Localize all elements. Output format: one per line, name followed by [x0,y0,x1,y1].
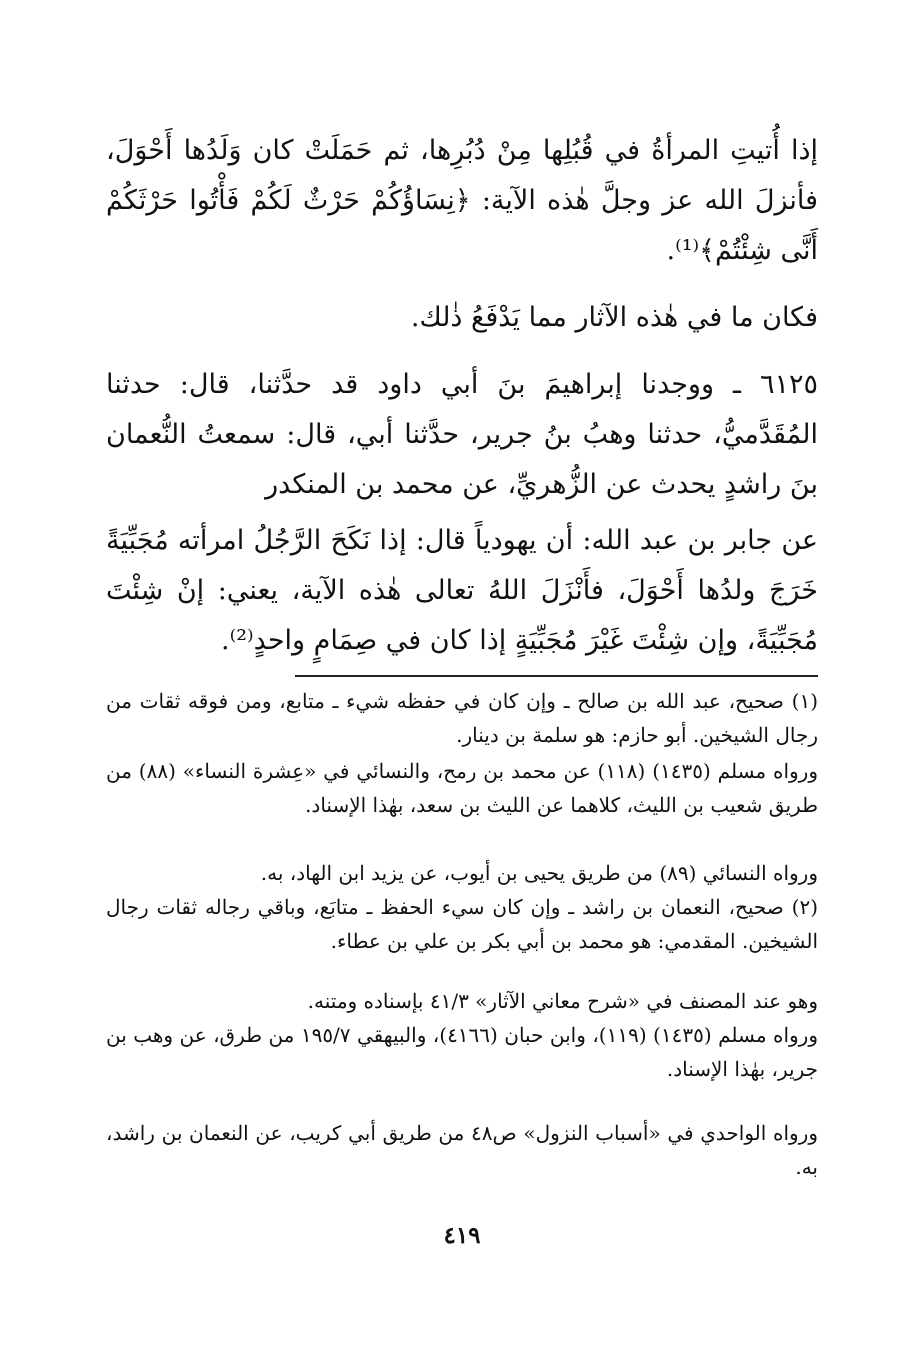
footnote-divider [295,675,818,677]
footnote-1-continuation: ورواه مسلم (١٤٣٥) (١١٨) عن محمد بن رمح، والنسائي في «عِشرة النساء» (٨٨) من طريق شعيب بن الليث، كلاهما عن الليث بن سعد، بهٰذا الإسناد. [106,759,818,817]
footnote-2-continuation: ورواه مسلم (١٤٣٥) (١١٩)، وابن حبان (٤١٦٦)، والبيهقي ١٩٥/٧ من طرق، عن وهب بن جرير، بهٰذا الإسناد. [106,1023,818,1081]
footnote-2-continuation: ورواه الواحدي في «أسباب النزول» ص٤٨ من طريق أبي كريب، عن النعمان بن راشد، به. [106,1121,818,1179]
footnote-2: (٢) صحيح، النعمان بن راشد ـ وإن كان سيء الحفظ ـ متابَع، وباقي رجاله ثقات رجال الشيخين. المقدمي: هو محمد بن أبي بكر بن علي بن عطاء. [106,895,818,953]
paragraph-hadith-continuation: إذا أُتيتِ المرأةُ في قُبُلِها مِنْ دُبُرِها، ثم حَمَلَتْ كان وَلَدُها أَحْوَلَ، فأنزلَ الله عز وجلَّ هٰذه الآية: ﴿نِسَاؤُكُمْ حَرْثٌ لَكُمْ فَأْتُوا حَرْثَكُمْ أَنَّى شِئْتُمْ﴾⁽¹⁾. [106,135,818,266]
paragraph-hadith-6125-isnad: ٦١٢٥ ـ ووجدنا إبراهيمَ بنَ أبي داود قد حدَّثنا، قال: حدثنا المُقَدَّميُّ، حدثنا وهبُ بنُ جرير، حدَّثنا أبي، قال: سمعتُ النُّعمان بنَ راشدٍ يحدث عن الزُّهريِّ، عن محمد بن المنكدر [106,369,818,500]
page-number: ٤١٩ [443,1222,481,1249]
paragraph-hadith-6125-matn: عن جابر بن عبد الله: أن يهودياً قال: إذا نَكَحَ الرَّجُلُ امرأته مُجَبِّيَةً خَرَجَ ولدُها أَحْوَلَ، فأَنْزَلَ اللهُ تعالى هٰذه الآية، يعني: إنْ شِئْتَ مُجَبِّيَةً، وإن شِئْتَ غَيْرَ مُجَبِّيَةٍ إذا كان في صِمَامٍ واحدٍ⁽²⁾. [106,525,818,656]
footnote-1-continuation: ورواه النسائي (٨٩) من طريق يحيى بن أيوب، عن يزيد ابن الهاد، به. [260,861,818,885]
footnote-2-continuation: وهو عند المصنف في «شرح معاني الآثار» ٤١/٣ بإسناده ومتنه. [307,989,818,1013]
footnote-1: (١) صحيح، عبد الله بن صالح ـ وإن كان في حفظه شيء ـ متابع، ومن فوقه ثقات من رجال الشيخين. أبو حازم: هو سلمة بن دينار. [106,689,819,747]
paragraph-commentary: فكان ما في هٰذه الآثار مما يَدْفَعُ ذٰلك. [410,302,818,333]
